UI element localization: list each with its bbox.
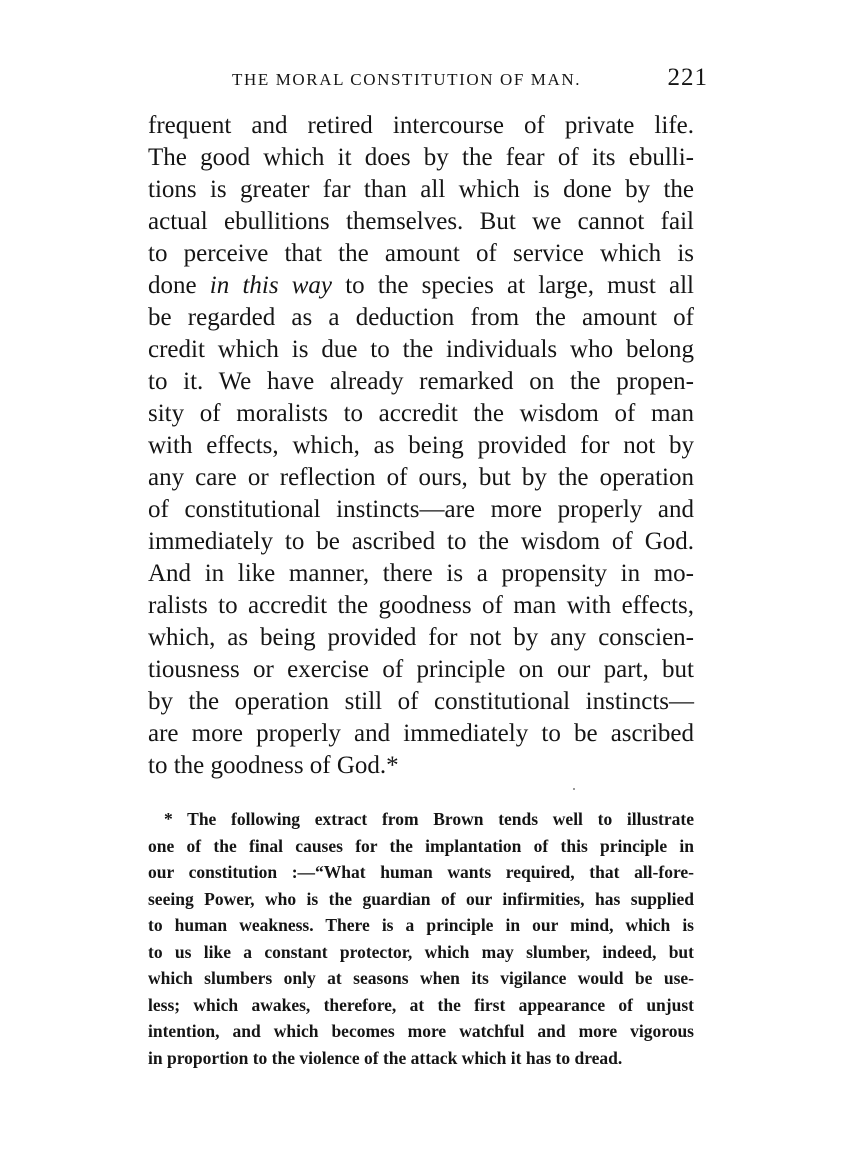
body-line: to the goodness of God.* bbox=[148, 752, 399, 779]
running-head bbox=[148, 64, 708, 98]
italic-phrase: in this way bbox=[209, 272, 333, 299]
body-line: with effects, which, as being provided for not by bbox=[148, 432, 694, 459]
body-line: are more properly and immediately to be ascribed bbox=[148, 720, 694, 747]
body-line: credit which is due to the individuals who belong bbox=[148, 336, 694, 363]
body-line: of constitutional instincts—are more properly and bbox=[148, 496, 694, 523]
body-line-start: done bbox=[148, 272, 210, 299]
body-line: to it. We have already remarked on the propen- bbox=[148, 368, 694, 395]
body-line: tiousness or exercise of principle on our part, but bbox=[148, 656, 694, 683]
footnote-line: one of the final causes for the implantation of this principle in bbox=[148, 835, 694, 856]
footnote-line: intention, and which becomes more watchful and more vigorous bbox=[148, 1021, 694, 1041]
body-line: by the operation still of constitutional instincts— bbox=[148, 688, 694, 715]
body-line: to perceive that the amount of service which is bbox=[148, 240, 694, 267]
footnote-line: seeing Power, who is the guardian of our infirmities, has supplied bbox=[148, 888, 694, 909]
body-line: be regarded as a deduction from the amount of bbox=[148, 304, 694, 331]
body-line: ralists to accredit the goodness of man with effects, bbox=[148, 592, 694, 619]
footnote-line: our constitution :—“What human wants required, that all-fore- bbox=[148, 862, 694, 882]
paper-speck bbox=[573, 788, 575, 790]
body-line-end: to the species at large, must all bbox=[332, 272, 694, 299]
body-line: The good which it does by the fear of its ebulli- bbox=[148, 144, 694, 171]
footnote-line: * The following extract from Brown tends well to illustrate bbox=[164, 809, 694, 829]
running-title: THE MORAL CONSTITUTION OF MAN. bbox=[232, 70, 582, 89]
body-line: which, as being provided for not by any conscien- bbox=[148, 624, 694, 651]
body-text bbox=[148, 110, 694, 782]
body-line: tions is greater far than all which is done by the bbox=[148, 176, 694, 203]
body-line: And in like manner, there is a propensity in mo- bbox=[148, 560, 694, 587]
body-line: any care or reflection of ours, but by the operation bbox=[148, 464, 694, 491]
footnote-line: less; which awakes, therefore, at the first appearance of unjust bbox=[148, 994, 694, 1015]
body-line: frequent and retired intercourse of private life. bbox=[148, 112, 694, 139]
body-line: sity of moralists to accredit the wisdom of man bbox=[148, 400, 694, 427]
body-line bbox=[148, 270, 694, 302]
footnote-line: to human weakness. There is a principle in our mind, which is bbox=[148, 915, 694, 935]
footnote-line: which slumbers only at seasons when its vigilance would be use- bbox=[148, 968, 694, 988]
page-number: 221 bbox=[667, 64, 708, 91]
body-line: immediately to be ascribed to the wisdom of God. bbox=[148, 528, 694, 555]
footnote-line: to us like a constant protector, which may slumber, indeed, but bbox=[148, 941, 694, 962]
footnote bbox=[148, 806, 694, 1071]
footnote-line: in proportion to the violence of the attack which it has to dread. bbox=[148, 1047, 623, 1068]
body-line: actual ebullitions themselves. But we cannot fail bbox=[148, 208, 694, 235]
